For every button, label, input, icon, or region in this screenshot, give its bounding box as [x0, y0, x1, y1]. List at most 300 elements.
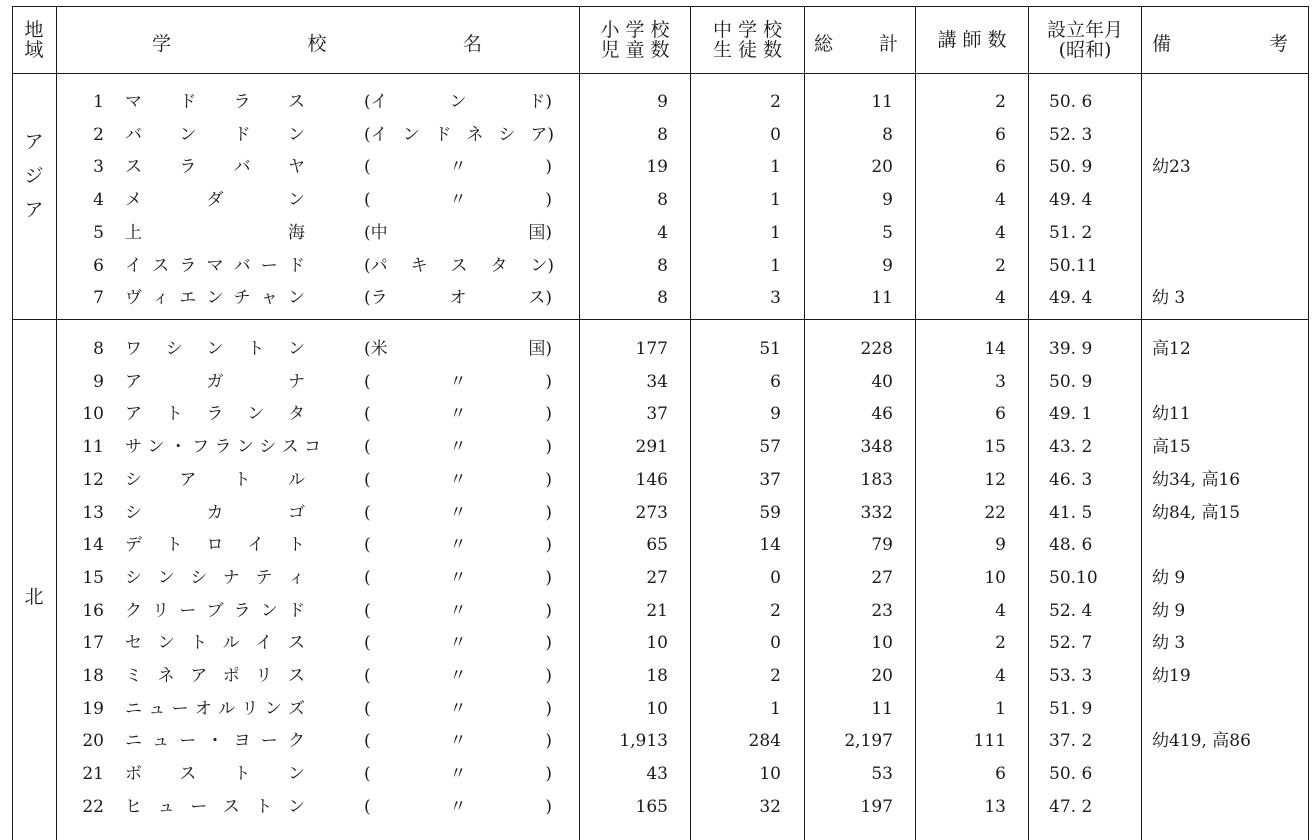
country-char: 〃: [449, 502, 467, 523]
teacher-count: 15: [984, 437, 1006, 458]
country-char: ): [545, 190, 552, 211]
school-name-char: ク: [287, 731, 305, 752]
country: [364, 725, 552, 757]
header-junior-line2: 生 徒 数: [712, 39, 783, 61]
notes: 幼19: [1152, 666, 1191, 686]
founded-date: 46. 3: [1049, 469, 1093, 490]
elementary-count: 273: [635, 502, 668, 523]
founded-date: 52. 3: [1049, 124, 1093, 145]
row-number: 11: [82, 437, 104, 458]
school-name-char: ン: [288, 190, 305, 211]
school-name-char: ル: [287, 469, 305, 490]
junior-count: 2: [770, 666, 781, 686]
school-name-char: ド: [233, 124, 251, 145]
founded-date: 41. 5: [1049, 502, 1093, 523]
school-name-char: ン: [157, 633, 175, 654]
school-name-char: ガ: [206, 371, 224, 392]
school-name-char: ャ: [260, 288, 278, 309]
country-char: ): [545, 600, 552, 621]
school-name-char: ン: [157, 567, 175, 588]
elementary-count: 37: [646, 404, 668, 425]
country-char: 〃: [449, 764, 467, 785]
school-name-char: ク: [125, 600, 142, 621]
country-char: ): [545, 764, 552, 785]
country-char: ): [545, 535, 552, 556]
founded-date: 53. 3: [1049, 666, 1093, 686]
country-char: (: [364, 731, 371, 752]
row-number: 7: [93, 288, 104, 309]
country-char: ): [545, 404, 552, 425]
col-line-8: [1308, 6, 1309, 840]
school-name-char: ヤ: [287, 157, 305, 178]
country-char: ): [545, 469, 552, 490]
country-char: ン): [530, 255, 554, 276]
country-char: 〃: [449, 535, 467, 556]
school-name-char: マ: [125, 92, 142, 112]
elementary-count: 8: [657, 190, 668, 211]
notes: 幼 3: [1152, 633, 1186, 654]
country: [364, 660, 552, 692]
founded-date: 49. 4: [1049, 288, 1093, 309]
rule-header-bottom: [12, 73, 1308, 74]
junior-count: 10: [759, 764, 781, 785]
school-name-char: ン: [206, 288, 224, 309]
row-number: 15: [82, 567, 104, 588]
total-count: 5: [882, 222, 893, 243]
junior-count: 284: [748, 731, 781, 752]
elementary-count: 9: [657, 92, 668, 112]
row-number: 16: [82, 600, 104, 621]
school-name: [125, 660, 305, 692]
junior-count: 1: [770, 698, 781, 719]
total-count: 20: [871, 666, 893, 686]
elementary-count: 19: [646, 157, 668, 178]
region-north-char1: 北: [24, 586, 44, 608]
school-name-char: ラ: [233, 600, 251, 621]
school-name: [125, 282, 305, 314]
notes: [1152, 119, 1302, 151]
school-name-char: ス: [152, 255, 170, 276]
school-name-char: バ: [125, 124, 142, 145]
teacher-count: 3: [995, 371, 1006, 392]
total-count: 79: [871, 535, 893, 556]
country: [364, 595, 552, 627]
founded-date: 50. 9: [1049, 157, 1093, 178]
school-name-char: ス: [287, 666, 305, 686]
header-notes: [1152, 29, 1288, 56]
header-region-line1: 地: [24, 19, 44, 41]
school-name: [125, 151, 305, 183]
school-name-char: エ: [179, 288, 197, 309]
country-char: ン: [449, 92, 467, 112]
school-name-char: ブ: [206, 600, 224, 621]
country: [364, 431, 552, 463]
junior-count: 1: [770, 222, 781, 243]
country: [364, 627, 552, 659]
notes: [1152, 693, 1302, 725]
row-number: 9: [93, 371, 104, 392]
junior-count: 0: [770, 567, 781, 588]
junior-count: 3: [770, 288, 781, 309]
school-name-char: ド: [287, 600, 305, 621]
teacher-count: 2: [995, 255, 1006, 276]
teacher-count: 4: [995, 600, 1006, 621]
rule-top: [12, 6, 1308, 7]
school-name-char: ュ: [152, 731, 170, 752]
school-name-char: ン: [287, 288, 305, 309]
founded-date: 52. 4: [1049, 600, 1093, 621]
row-number: 13: [82, 502, 104, 523]
notes: 幼 9: [1152, 567, 1186, 588]
country-char: (: [364, 190, 371, 211]
teacher-count: 6: [995, 124, 1006, 145]
school-name-char: ト: [190, 633, 208, 654]
school-name-char: シ: [259, 437, 277, 458]
school-name-char: ロ: [206, 535, 224, 556]
school-name-char: セ: [125, 633, 142, 654]
header-elementary-line1: 小 学 校: [600, 19, 670, 41]
country-char: ): [545, 698, 552, 719]
teacher-count: 4: [995, 190, 1006, 211]
country-char: (イ: [364, 124, 388, 145]
row-number: 20: [82, 731, 104, 752]
school-name: [125, 217, 305, 249]
country-char: (中: [364, 222, 388, 243]
school-name: [125, 791, 305, 823]
total-count: 197: [860, 796, 893, 817]
elementary-count: 165: [635, 796, 668, 817]
teacher-count: 13: [984, 796, 1006, 817]
notes: 高15: [1152, 437, 1191, 458]
school-name-char: ス: [287, 92, 305, 112]
school-name-char: ニ: [125, 698, 142, 719]
school-name-char: サ: [125, 437, 142, 458]
country-char: ド): [528, 92, 552, 112]
school-name-char: マ: [206, 255, 224, 276]
school-name-char: ネ: [157, 666, 175, 686]
elementary-count: 18: [646, 666, 668, 686]
teacher-count: 4: [995, 222, 1006, 243]
country-char: 〃: [449, 633, 467, 654]
school-name-char: イ: [125, 255, 142, 276]
row-number: 17: [82, 633, 104, 654]
elementary-count: 10: [646, 633, 668, 654]
country-char: 国): [528, 222, 552, 243]
school-name-char: イ: [255, 633, 273, 654]
header-founded-line2: (昭和): [1058, 39, 1112, 61]
country-char: 〃: [449, 600, 467, 621]
founded-date: 51. 9: [1049, 698, 1093, 719]
row-number: 1: [93, 92, 104, 112]
notes: 幼 3: [1152, 288, 1186, 309]
school-name-char: ー: [179, 731, 197, 752]
school-name-char: ト: [165, 404, 183, 425]
total-count: 2,197: [844, 731, 893, 752]
junior-count: 1: [770, 190, 781, 211]
country-char: ): [545, 371, 552, 392]
teacher-count: 14: [984, 339, 1006, 359]
country-char: 〃: [449, 796, 467, 817]
country-char: キ: [410, 255, 428, 276]
country-char: ): [545, 567, 552, 588]
school-name-char: デ: [125, 535, 142, 556]
header-region: [12, 20, 56, 60]
country-char: (ラ: [364, 288, 388, 309]
elementary-count: 10: [646, 698, 668, 719]
col-line-7: [1141, 6, 1142, 840]
school-name-char: ニ: [125, 731, 142, 752]
junior-count: 2: [770, 600, 781, 621]
country-char: タ: [490, 255, 508, 276]
country: [364, 758, 552, 790]
school-name: [125, 693, 305, 725]
founded-date: 51. 2: [1049, 222, 1093, 243]
school-name-char: ・: [206, 731, 224, 752]
country-char: (イ: [364, 92, 388, 112]
total-count: 183: [860, 469, 893, 490]
junior-count: 37: [759, 469, 781, 490]
header-teachers: 講 師 数: [937, 29, 1007, 51]
country-char: 国): [528, 339, 552, 359]
school-name-char: ス: [179, 764, 197, 785]
country-char: (米: [364, 339, 388, 359]
header-school-name: [152, 29, 482, 56]
row-number: 21: [82, 764, 104, 785]
row-number: 10: [82, 404, 104, 425]
total-count: 20: [871, 157, 893, 178]
total-count: 46: [871, 404, 893, 425]
founded-date: 50. 9: [1049, 371, 1093, 392]
header-total-char1: 総: [814, 33, 834, 55]
school-name-char: ー: [260, 255, 278, 276]
school-name-char: ポ: [222, 666, 240, 686]
teacher-count: 2: [995, 92, 1006, 112]
country-char: (: [364, 796, 371, 817]
school-name-char: ィ: [287, 567, 305, 588]
country: [364, 151, 552, 183]
school-name-char: ス: [287, 633, 305, 654]
junior-count: 6: [770, 371, 781, 392]
header-region-line2: 域: [24, 39, 44, 61]
country-char: 〃: [449, 698, 467, 719]
country-char: ): [545, 633, 552, 654]
country-char: (: [364, 764, 371, 785]
junior-count: 9: [770, 404, 781, 425]
school-name: [125, 86, 305, 118]
notes: 高12: [1152, 339, 1191, 359]
school-name-char: ド: [287, 255, 305, 276]
elementary-count: 34: [646, 371, 668, 392]
school-name-char: ン: [236, 437, 254, 458]
teacher-count: 4: [995, 666, 1006, 686]
total-count: 27: [871, 567, 893, 588]
teacher-count: 6: [995, 404, 1006, 425]
school-name-char: ワ: [125, 339, 142, 359]
school-name-char: メ: [125, 190, 142, 211]
header-founded-line1: 設立年月: [1046, 19, 1123, 41]
notes: 幼 9: [1152, 600, 1186, 621]
country-char: 〃: [449, 666, 467, 686]
country: [364, 562, 552, 594]
founded-date: 39. 9: [1049, 339, 1093, 359]
teacher-count: 111: [973, 731, 1006, 752]
school-name-char: ス: [222, 796, 240, 817]
country-char: (: [364, 437, 371, 458]
school-name-char: ト: [165, 535, 183, 556]
school-name-char: ト: [247, 339, 265, 359]
country-char: ): [545, 731, 552, 752]
notes: 幼34, 高16: [1152, 469, 1241, 490]
country-char: (: [364, 535, 371, 556]
school-name-char: ス: [125, 157, 142, 178]
country-char: ア): [530, 124, 554, 145]
school-name-char: ン: [179, 124, 197, 145]
school-name-char: リ: [255, 666, 273, 686]
row-number: 2: [93, 124, 104, 145]
country-char: 〃: [449, 371, 467, 392]
school-name-char: ン: [287, 764, 305, 785]
school-name-char: リ: [152, 600, 170, 621]
country: [364, 119, 554, 151]
school-name-char: ラ: [233, 92, 251, 112]
total-count: 40: [871, 371, 893, 392]
school-name-char: シ: [125, 469, 142, 490]
notes: 幼419, 高86: [1152, 731, 1251, 752]
school-name: [125, 119, 305, 151]
school-name-char: ラ: [179, 157, 197, 178]
country-char: (: [364, 633, 371, 654]
school-name-char: ド: [179, 92, 197, 112]
teacher-count: 10: [984, 567, 1006, 588]
notes: 幼11: [1152, 404, 1191, 425]
founded-date: 50.10: [1049, 567, 1098, 588]
country-char: (: [364, 469, 371, 490]
country-char: 〃: [449, 731, 467, 752]
school-name: [125, 595, 305, 627]
school-name-char: ゴ: [288, 502, 305, 523]
row-number: 22: [82, 796, 104, 817]
row-number: 14: [82, 535, 104, 556]
header-total: [814, 29, 898, 56]
school-name-char: コ: [304, 437, 321, 458]
school-name-char: ミ: [125, 666, 142, 686]
school-name: [125, 464, 305, 496]
country: [364, 217, 552, 249]
country-char: (: [364, 698, 371, 719]
country-char: ス): [528, 288, 552, 309]
school-name-char: ア: [125, 371, 142, 392]
school-name-char: ン: [260, 600, 278, 621]
row-number: 12: [82, 469, 104, 490]
school-name-char: ン: [247, 404, 265, 425]
junior-count: 0: [770, 124, 781, 145]
founded-date: 43. 2: [1049, 437, 1093, 458]
elementary-count: 146: [635, 469, 668, 490]
header-elementary: [580, 20, 690, 60]
teacher-count: 22: [984, 502, 1006, 523]
founded-date: 50.11: [1049, 255, 1098, 276]
country-char: ): [545, 796, 552, 817]
rule-region-divider: [12, 319, 1308, 320]
notes: [1152, 217, 1302, 249]
school-name-char: ト: [233, 469, 251, 490]
school-statistics-table: [12, 6, 1312, 840]
total-count: 348: [860, 437, 893, 458]
junior-count: 2: [770, 92, 781, 112]
country: [364, 497, 552, 529]
school-name-char: ュ: [148, 698, 166, 719]
total-count: 53: [871, 764, 893, 785]
header-school-char2: 校: [307, 33, 327, 55]
country: [364, 333, 552, 365]
teacher-count: 9: [995, 535, 1006, 556]
country-char: 〃: [449, 567, 467, 588]
col-line-0: [12, 6, 13, 840]
region-asia-char2: ジ: [24, 165, 44, 187]
country-char: シ: [498, 124, 516, 145]
notes: 幼84, 高15: [1152, 502, 1241, 523]
teacher-count: 12: [984, 469, 1006, 490]
country: [364, 398, 552, 430]
junior-count: 32: [759, 796, 781, 817]
school-name: [125, 366, 305, 398]
school-name-char: オ: [194, 698, 212, 719]
school-name-char: ラ: [206, 404, 224, 425]
country-char: (パ: [364, 255, 388, 276]
school-name-char: ア: [179, 469, 197, 490]
notes: [1152, 529, 1302, 561]
total-count: 9: [882, 255, 893, 276]
total-count: 10: [871, 633, 893, 654]
school-name-char: シ: [165, 339, 183, 359]
junior-count: 14: [759, 535, 781, 556]
teacher-count: 4: [995, 288, 1006, 309]
school-name-char: ナ: [288, 371, 305, 392]
founded-date: 49. 1: [1049, 404, 1093, 425]
founded-date: 48. 6: [1049, 535, 1093, 556]
header-elementary-line2: 児 童 数: [600, 39, 670, 61]
school-name-char: ヴ: [125, 288, 142, 309]
country-char: ド: [434, 124, 452, 145]
row-number: 5: [93, 222, 104, 243]
notes: [1152, 86, 1302, 118]
school-name-char: バ: [233, 255, 251, 276]
school-name-char: ル: [218, 698, 236, 719]
founded-date: 50. 6: [1049, 764, 1093, 785]
total-count: 11: [871, 92, 893, 112]
country: [364, 282, 552, 314]
country: [364, 184, 552, 216]
header-school-char1: 学: [152, 33, 172, 55]
country-char: (: [364, 502, 371, 523]
school-name: [125, 398, 305, 430]
total-count: 332: [860, 502, 893, 523]
country-char: ): [545, 666, 552, 686]
junior-count: 57: [759, 437, 781, 458]
school-name-char: ト: [233, 764, 251, 785]
region-north: [14, 586, 54, 608]
col-line-6: [1028, 6, 1029, 840]
notes: 幼23: [1152, 157, 1191, 178]
country-char: (: [364, 567, 371, 588]
school-name-char: ラ: [214, 437, 232, 458]
school-name-char: シ: [190, 567, 208, 588]
total-count: 11: [871, 288, 893, 309]
header-junior-line1: 中 学 校: [712, 19, 783, 41]
notes: [1152, 250, 1302, 282]
school-name-char: ス: [281, 437, 299, 458]
founded-date: 52. 7: [1049, 633, 1093, 654]
